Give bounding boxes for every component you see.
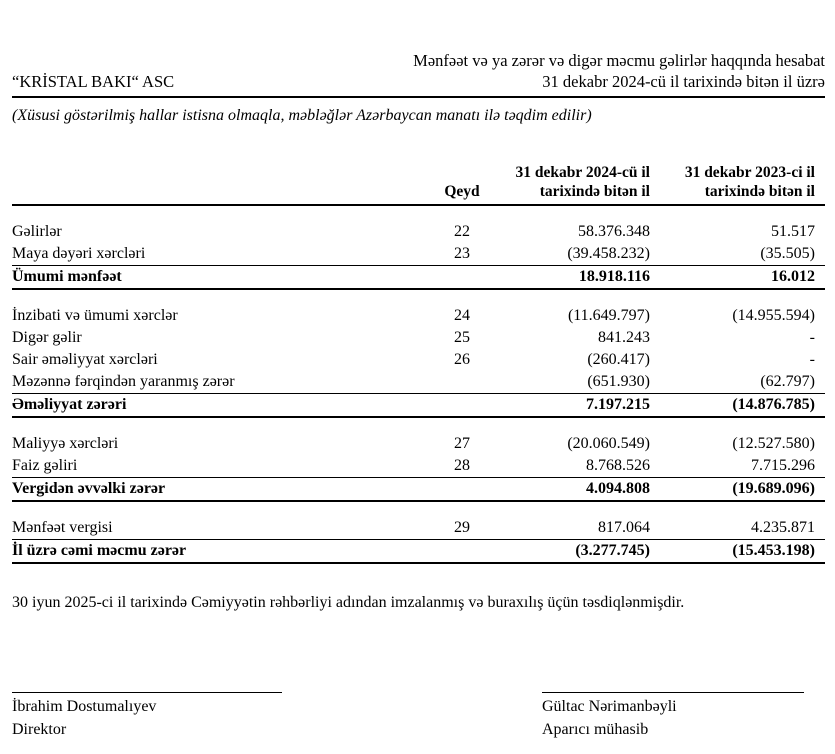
table-row-other-operating-expenses bbox=[12, 349, 825, 371]
report-title-line1: Mənfəət və ya zərər və digər məcmu gəlirlər haqqında hesabat bbox=[413, 51, 825, 70]
row-label: Maliyyə xərcləri bbox=[12, 435, 119, 452]
row-label: İl üzrə cəmi məcmu zərər bbox=[12, 542, 187, 559]
col-header-2023 bbox=[662, 163, 825, 205]
col-header-2024-line1: 31 dekabr 2024-cü il bbox=[515, 164, 650, 181]
row-value-2024: (651.930) bbox=[587, 373, 650, 390]
table-row-fx-loss bbox=[12, 371, 825, 394]
signature-block-accountant bbox=[542, 692, 804, 741]
row-value-2023: 4.235.871 bbox=[751, 519, 815, 536]
row-value-2024: (39.458.232) bbox=[567, 245, 650, 262]
col-header-qeyd: Qeyd bbox=[444, 183, 480, 200]
table-row-cost-of-sales bbox=[12, 243, 825, 266]
row-value-2024: 841.243 bbox=[598, 329, 650, 346]
row-value-2023: (62.797) bbox=[760, 373, 815, 390]
row-value-2023: 7.715.296 bbox=[751, 457, 815, 474]
row-label: Ümumi mənfəət bbox=[12, 268, 122, 285]
row-label: Faiz gəliri bbox=[12, 457, 78, 474]
signature-block-director bbox=[12, 692, 282, 741]
row-value-2023: - bbox=[809, 329, 815, 346]
spacer-row bbox=[12, 501, 825, 517]
row-label: Digər gəlir bbox=[12, 329, 82, 346]
table-row-income-tax bbox=[12, 517, 825, 540]
row-value-2023: - bbox=[809, 351, 815, 368]
row-value-2024: 7.197.215 bbox=[586, 396, 650, 413]
row-note-ref: 27 bbox=[454, 435, 470, 452]
signer-name: İbrahim Dostumalıyev bbox=[12, 698, 157, 715]
row-label: Məzənnə fərqindən yaranmış zərər bbox=[12, 373, 235, 390]
row-value-2023: 16.012 bbox=[771, 268, 815, 285]
row-note-ref: 23 bbox=[454, 245, 470, 262]
header-divider bbox=[12, 96, 825, 98]
table-row-finance-costs bbox=[12, 433, 825, 455]
table-row-operating-loss bbox=[12, 394, 825, 418]
signature-line bbox=[542, 692, 804, 693]
approval-note: 30 iyun 2025-ci il tarixində Cəmiyyətin rəhbərliyi adından imzalanmış və buraxılış üçün təsdiqlənmişdir. bbox=[12, 594, 685, 611]
table-row-revenue bbox=[12, 221, 825, 243]
row-note-ref: 26 bbox=[454, 351, 470, 368]
col-header-2024-line2: tarixində bitən il bbox=[539, 183, 650, 200]
row-note-ref: 25 bbox=[454, 329, 470, 346]
table-row-gross-profit bbox=[12, 266, 825, 290]
row-note-ref bbox=[432, 540, 492, 564]
row-label: Vergidən əvvəlki zərər bbox=[12, 480, 166, 497]
document-header bbox=[12, 0, 825, 92]
row-value-2024: 58.376.348 bbox=[578, 223, 650, 240]
row-value-2023: 51.517 bbox=[771, 223, 815, 240]
row-value-2024: (3.277.745) bbox=[575, 542, 650, 559]
row-label: İnzibati və ümumi xərclər bbox=[12, 307, 178, 324]
table-row-loss-before-tax bbox=[12, 478, 825, 502]
row-note-ref: 29 bbox=[454, 519, 470, 536]
table-row-other-income bbox=[12, 327, 825, 349]
row-value-2023: (14.876.785) bbox=[732, 396, 815, 413]
table-header-row bbox=[12, 163, 825, 205]
row-value-2024: 817.064 bbox=[598, 519, 650, 536]
row-value-2023: (14.955.594) bbox=[732, 307, 815, 324]
col-header-label bbox=[12, 163, 432, 205]
row-label: Əməliyyat zərəri bbox=[12, 396, 127, 413]
row-note-ref bbox=[432, 371, 492, 394]
row-value-2023: (15.453.198) bbox=[732, 542, 815, 559]
signer-role: Aparıcı mühasib bbox=[542, 721, 649, 738]
row-note-ref: 28 bbox=[454, 457, 470, 474]
company-name: “KRİSTAL BAKI“ ASC bbox=[12, 72, 175, 91]
row-value-2024: 4.094.808 bbox=[586, 480, 650, 497]
row-label: Gəlirlər bbox=[12, 223, 62, 240]
row-note-ref: 22 bbox=[454, 223, 470, 240]
row-value-2023: (12.527.580) bbox=[732, 435, 815, 452]
row-value-2023: (19.689.096) bbox=[732, 480, 815, 497]
row-value-2024: (11.649.797) bbox=[567, 307, 650, 324]
signature-line bbox=[12, 692, 282, 693]
row-value-2024: (260.417) bbox=[587, 351, 650, 368]
signature-section bbox=[12, 692, 825, 741]
row-label: Mənfəət vergisi bbox=[12, 519, 113, 536]
row-label: Maya dəyəri xərcləri bbox=[12, 245, 146, 262]
row-note-ref bbox=[432, 394, 492, 418]
col-header-2023-line2: tarixində bitən il bbox=[704, 183, 815, 200]
row-note-ref bbox=[432, 478, 492, 502]
col-header-2024 bbox=[492, 163, 662, 205]
table-row-interest-income bbox=[12, 455, 825, 478]
row-value-2024: (20.060.549) bbox=[567, 435, 650, 452]
signer-role: Direktor bbox=[12, 721, 67, 738]
spacer-row bbox=[12, 289, 825, 305]
currency-note: (Xüsusi göstərilmiş hallar istisna olmaqla, məbləğlər Azərbaycan manatı ilə təqdim edilir) bbox=[12, 107, 592, 124]
table-row-admin-expenses bbox=[12, 305, 825, 327]
report-title bbox=[413, 50, 825, 92]
spacer-row bbox=[12, 205, 825, 221]
spacer-row bbox=[12, 417, 825, 433]
row-label: Sair əməliyyat xərcləri bbox=[12, 351, 158, 368]
table-row-total-comprehensive-loss bbox=[12, 540, 825, 564]
row-note-ref bbox=[432, 266, 492, 290]
row-value-2024: 8.768.526 bbox=[586, 457, 650, 474]
row-value-2024: 18.918.116 bbox=[578, 268, 650, 285]
row-value-2023: (35.505) bbox=[760, 245, 815, 262]
report-title-line2: 31 dekabr 2024-cü il tarixində bitən il üzrə bbox=[542, 72, 825, 91]
row-note-ref: 24 bbox=[454, 307, 470, 324]
income-statement-table bbox=[12, 163, 825, 564]
signer-name: Gültac Nərimanbəyli bbox=[542, 698, 677, 715]
col-header-2023-line1: 31 dekabr 2023-ci il bbox=[684, 164, 815, 181]
